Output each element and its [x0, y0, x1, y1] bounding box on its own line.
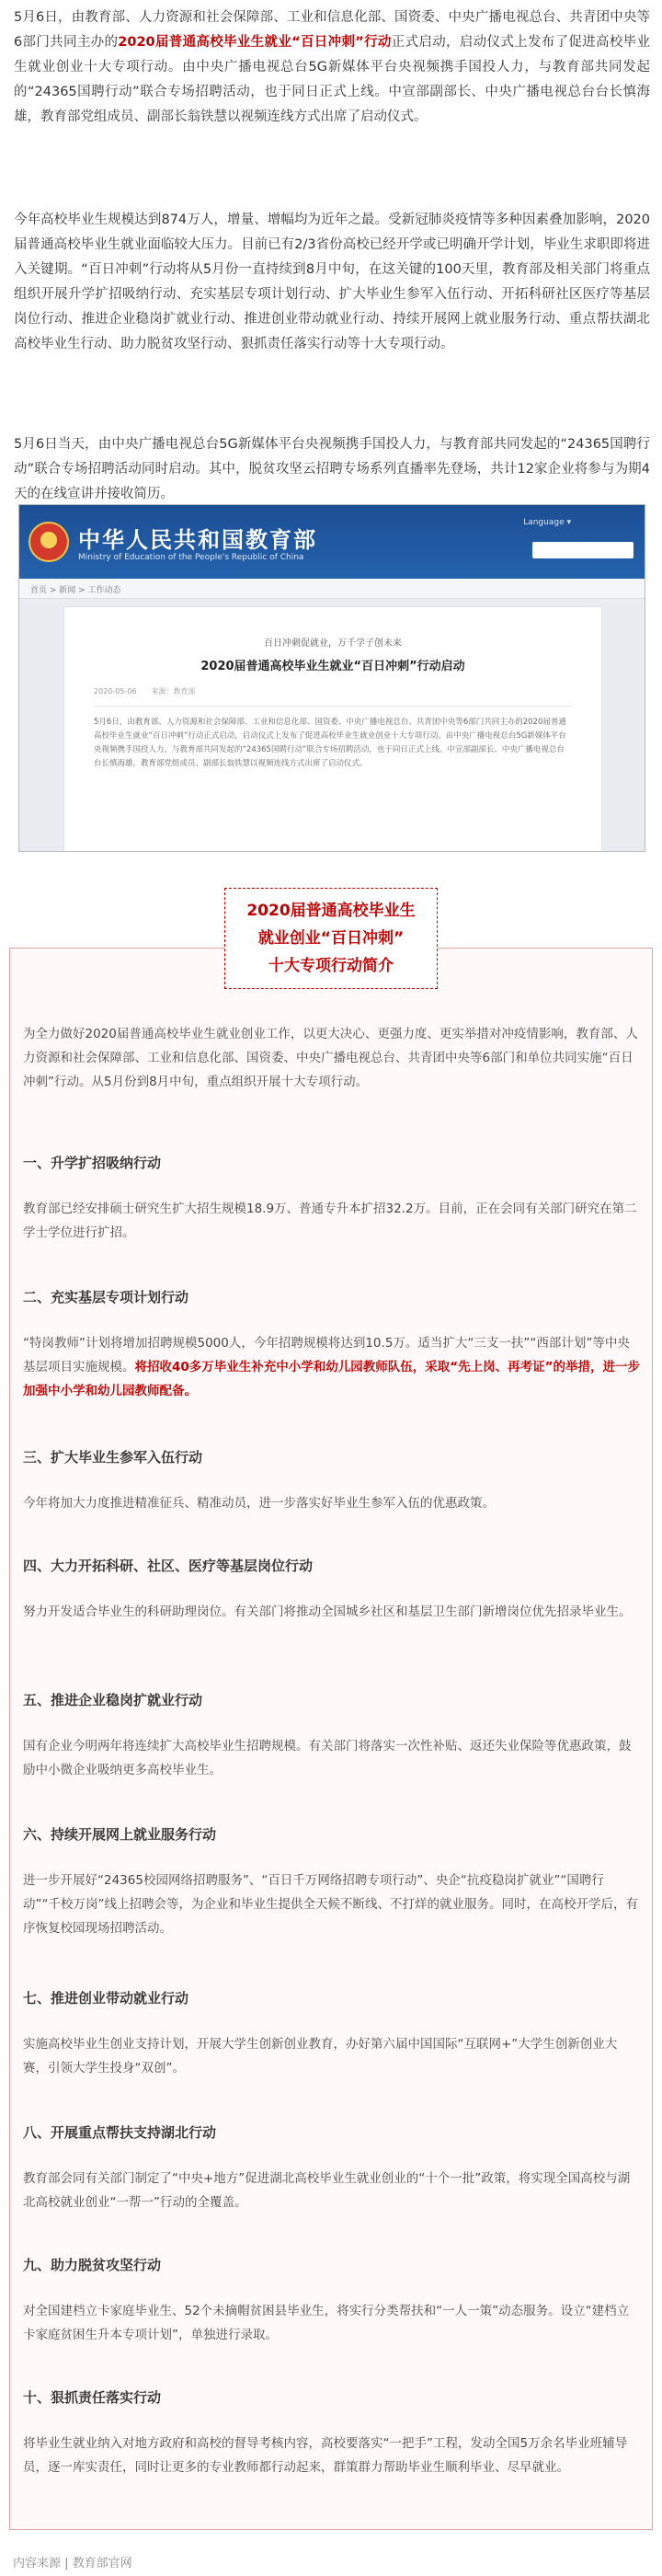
- action-text-3: 今年将加大力度推进精准征兵、精准动员，进一步落实好毕业生参军入伍的优惠政策。: [23, 1496, 495, 1511]
- ten-actions-box: [9, 948, 653, 2530]
- site-subtitle: Ministry of Education of the People's Republic of China: [78, 553, 304, 562]
- intro-title-line-3: 十大专项行动简介: [268, 957, 394, 975]
- action-heading-9: 九、助力脱贫攻坚行动: [23, 2257, 162, 2273]
- action-text-1: 教育部已经安排硕士研究生扩大招生规模18.9万、普通专升本扩招32.2万。目前，正在会同有关部门研究在第二学士学位进行扩招。: [23, 1202, 637, 1240]
- site-article-kicker: 百日冲刺促就业，万千学子创未来: [264, 638, 402, 649]
- action-heading-4: 四、大力开拓科研、社区、医疗等基层岗位行动: [23, 1558, 314, 1574]
- action-text-7: 实施高校毕业生创业支持计划，开展大学生创新创业教育，办好第六届中国国际“互联网+”大学生创新创业大赛，引领大学生投身“双创”。: [23, 2037, 618, 2076]
- intro-title-line-2: 就业创业“百日冲刺”: [257, 929, 405, 948]
- highlight-campaign-name: 2020届普通高校毕业生就业“百日冲刺”行动: [118, 35, 392, 50]
- action-text-9: 对全国建档立卡家庭毕业生、52个未摘帽贫困县毕业生，将实行分类帮扶和“一人一策”动态服务。设立“建档立卡家庭贫困生升本专项计划”，单独进行录取。: [23, 2304, 630, 2342]
- site-article-body: 5月6日，由教育部、人力资源和社会保障部、工业和信息化部、国资委、中央广播电视总台、共青团中央等6部门共同主办的2020届普通高校毕业生就业“百日冲刺”行动正式启动，启动仪式上发布了促进高校毕业生就业创业十大专项行动。由中央广播电视总台5G新媒体平台央视频携手国投人力，与教育部共同发起的“24365国聘行动”联合专场招聘活动，也于同日正式上线。中宣部副部长、中央广播电视总台台长慎海雄，教育部党组成员、副部长翁铁慧以视频连线方式出席了启动仪式。: [94, 718, 566, 768]
- action-heading-7: 七、推进创业带动就业行动: [23, 1990, 189, 2007]
- intro-title-box: [224, 888, 438, 989]
- action-heading-2: 二、充实基层专项计划行动: [23, 1289, 189, 1305]
- national-emblem-icon: [29, 522, 69, 562]
- site-article-title: 2020届普通高校毕业生就业“百日冲刺”行动启动: [200, 660, 465, 673]
- action-text-10: 将毕业生就业纳入对地方政府和高校的督导考核内容，高校要落实“一把手”工程，发动全国5万余名毕业班辅导员，逐一库实责任，同时让更多的专业教师都行动起来，群策群力帮助毕业生顺利毕业、尽早就业。: [23, 2436, 628, 2475]
- intro-title-line-1: 2020届普通高校毕业生: [246, 902, 416, 920]
- highlight-teacher-recruitment: 将招收40多万毕业生补充中小学和幼儿园教师队伍，采取“先上岗、再考证”的举措，进一步加强中小学和幼儿园教师配备。: [23, 1360, 641, 1398]
- action-text-6: 进一步开展好“24365校园网络招聘服务”、“百日千万网络招聘专项行动”、央企“抗疫稳岗扩就业”“国聘行动”“千校万岗”线上招聘会等，为企业和毕业生提供全天候不断线、不打烊的就业服务。同时，在高校开学后，有序恢复校园现场招聘活动。: [23, 1873, 638, 1936]
- site-breadcrumb: 首页 > 新闻 > 工作动态: [19, 579, 645, 599]
- action-text-5: 国有企业今明两年将连续扩大高校毕业生招聘规模。有关部门将落实一次性补贴、返还失业保险等优惠政策，鼓励中小微企业吸纳更多高校毕业生。: [23, 1739, 632, 1777]
- article-paragraph-1: 5月6日，由教育部、人力资源和社会保障部、工业和信息化部、国资委、中央广播电视总台、共青团中央等6部门共同主办的2020届普通高校毕业生就业“百日冲刺”行动正式启动，启动仪式上发布了促进高校毕业生就业创业十大专项行动。由中央广播电视总台5G新媒体平台央视频携手国投人力，与教育部共同发起的“24365国聘行动”联合专场招聘活动，也于同日正式上线。中宣部副部长、中央广播电视总台台长慎海雄，教育部党组成员、副部长翁铁慧以视频连线方式出席了启动仪式。: [14, 10, 651, 124]
- site-article-meta: 2020-05-06 来源：教育部: [94, 687, 196, 696]
- action-heading-1: 一、升学扩招吸纳行动: [23, 1155, 162, 1171]
- site-title: 中华人民共和国教育部: [78, 527, 317, 553]
- intro-lead: 为全力做好2020届普通高校毕业生就业创业工作，以更大决心、更强力度、更实举措对冲疫情影响，教育部、人力资源和社会保障部、工业和信息化部、国资委、中央广播电视总台、共青团中央等6部门和单位共同实施“百日冲刺”行动。从5月份到8月中旬，重点组织开展十大专项行动。: [23, 1027, 638, 1089]
- article-paragraph-2: 今年高校毕业生规模达到874万人，增量、增幅均为近年之最。受新冠肺炎疫情等多种因素叠加影响，2020届普通高校毕业生就业面临较大压力。目前已有2/3省份高校已经开学或已明确开学计划，毕业生求职即将进入关键期。“百日冲刺”行动将从5月份一直持续到8月中旬，在这关键的100天里，教育部及相关部门将重点组织开展升学扩招吸纳行动、充实基层专项计划行动、扩大毕业生参军入伍行动、开拓科研社区医疗等基层岗位行动、推进企业稳岗扩就业行动、推进创业带动就业行动、持续开展网上就业服务行动、重点帮扶湖北高校毕业生行动、助力脱贫攻坚行动、狠抓责任落实行动等十大专项行动。: [14, 213, 650, 351]
- article-paragraph-3: 5月6日当天，由中央广播电视总台5G新媒体平台央视频携手国投人力，与教育部共同发起的“24365国聘行动”联合专场招聘活动同时启动。其中，脱贫攻坚云招聘专场系列直播率先登场，共计12家企业将参与为期4天的在线宣讲并接收简历。: [14, 437, 650, 501]
- action-heading-5: 五、推进企业稳岗扩就业行动: [23, 1692, 203, 1708]
- site-search-box: [532, 542, 633, 558]
- action-text-2: “特岗教师”计划将增加招聘规模5000人，今年招聘规模将达到10.5万。适当扩大“三支一扶”“西部计划”等中央基层项目实施规模。将招收40多万毕业生补充中小学和幼儿园教师队伍，采取“先上岗、再考证”的举措，进一步加强中小学和幼儿园教师配备。: [23, 1336, 641, 1398]
- site-article-card: [63, 606, 602, 852]
- action-heading-8: 八、开展重点帮扶支持湖北行动: [23, 2124, 217, 2141]
- action-text-8: 教育部会同有关部门制定了“中央+地方”促进湖北高校毕业生就业创业的“十个一批”政策，将实现全国高校与湖北高校就业创业“一帮一”行动的全覆盖。: [23, 2171, 631, 2210]
- action-text-4: 努力开发适合毕业生的科研助理岗位。有关部门将推动全国城乡社区和基层卫生部门新增岗位优先招录毕业生。: [23, 1604, 632, 1619]
- ministry-website-screenshot: [18, 504, 645, 852]
- language-selector: Language ▾: [523, 518, 571, 527]
- action-heading-3: 三、扩大毕业生参军入伍行动: [23, 1449, 203, 1466]
- action-heading-10: 十、狠抓责任落实行动: [23, 2389, 162, 2406]
- content-source: 内容来源 | 教育部官网: [13, 2557, 132, 2570]
- divider: [94, 706, 572, 707]
- site-header: [19, 505, 645, 579]
- action-heading-6: 六、持续开展网上就业服务行动: [23, 1826, 217, 1843]
